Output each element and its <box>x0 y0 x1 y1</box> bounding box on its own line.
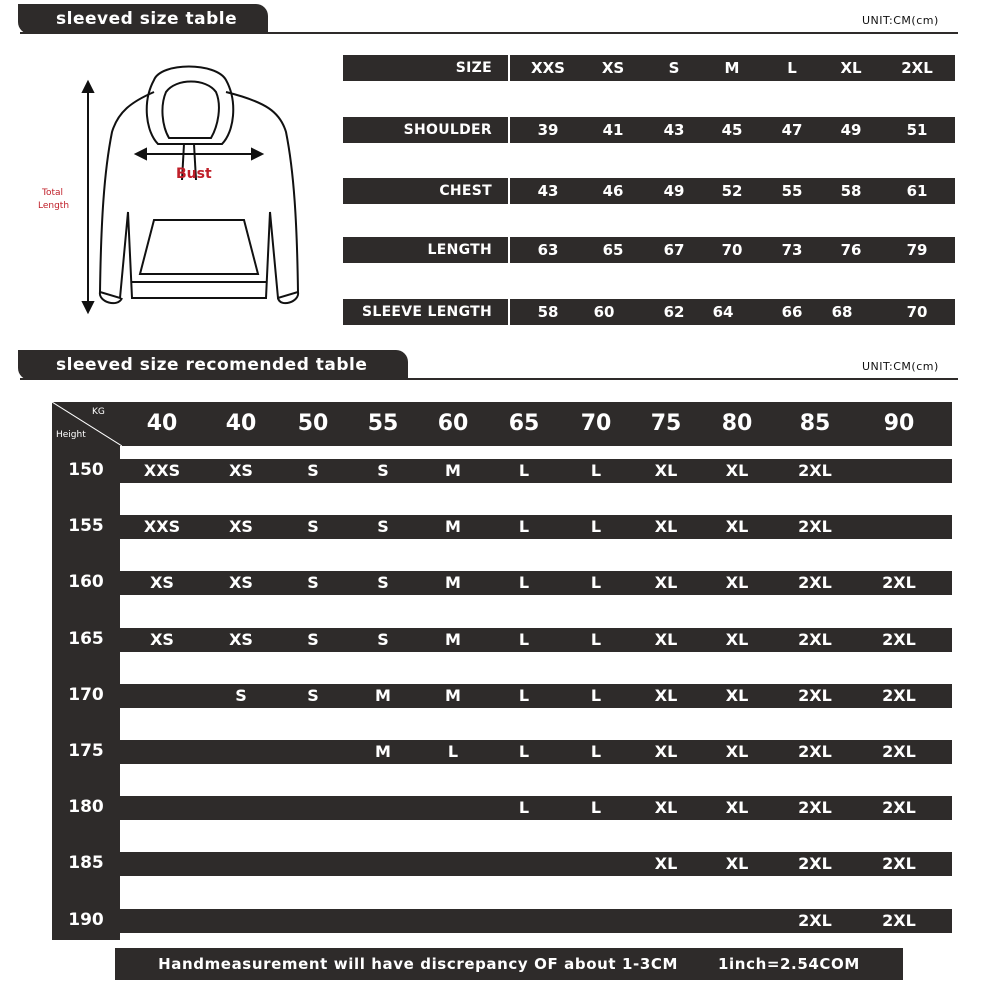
recommended-size-cell: 2XL <box>882 686 916 705</box>
hoodie-drawing <box>26 62 326 332</box>
measure-cell: 49 <box>840 121 862 139</box>
measure-cell: 65 <box>602 241 624 259</box>
recommended-size-cell: L <box>590 517 602 536</box>
measure-cell: 64 <box>712 303 734 321</box>
measure-cell: 76 <box>840 241 862 259</box>
recommended-size-cell: XL <box>654 573 678 592</box>
size-header-row <box>343 55 955 81</box>
recommended-size-cell: XL <box>725 461 749 480</box>
recommended-size-cell: M <box>445 461 461 480</box>
recommended-size-cell: 2XL <box>882 630 916 649</box>
height-label: 165 <box>68 629 104 649</box>
section-title-text: sleeved size recomended table <box>56 355 368 375</box>
recommended-size-cell: XL <box>725 630 749 649</box>
measure-cell: 70 <box>906 303 928 321</box>
size-cell: S <box>668 59 680 77</box>
recommended-size-cell: XL <box>725 742 749 761</box>
size-row-shoulder <box>343 117 955 143</box>
height-label: 150 <box>68 460 104 480</box>
measure-cell: 43 <box>663 121 685 139</box>
recommended-size-cell: M <box>445 630 461 649</box>
recommended-size-cell: L <box>590 630 602 649</box>
measure-cell: 61 <box>906 182 928 200</box>
row-label: LENGTH <box>427 242 492 258</box>
recommended-size-cell: 2XL <box>798 517 832 536</box>
height-label: 185 <box>68 853 104 873</box>
recommended-size-cell: 2XL <box>798 854 832 873</box>
recommended-size-cell: XL <box>654 854 678 873</box>
recommended-size-cell: 2XL <box>798 798 832 817</box>
recommended-size-cell: 2XL <box>798 911 832 930</box>
recommended-size-cell: 2XL <box>798 742 832 761</box>
recommended-size-cell: XS <box>229 461 253 480</box>
measure-cell: 41 <box>602 121 624 139</box>
recommended-size-cell: L <box>518 517 530 536</box>
recommended-size-cell: XL <box>654 630 678 649</box>
section-title-recommended-table <box>18 350 408 380</box>
section-title-size-table <box>18 4 268 34</box>
recommended-size-cell: M <box>375 686 391 705</box>
size-cell: 2XL <box>901 59 933 77</box>
footer-conversion-text: 1inch=2.54COM <box>718 955 860 973</box>
recommended-size-cell: XS <box>150 630 174 649</box>
measure-cell: 62 <box>663 303 685 321</box>
measure-cell: 63 <box>537 241 559 259</box>
row-label: SIZE <box>455 60 492 76</box>
length-label-1: Total <box>42 188 64 198</box>
measure-cell: 55 <box>781 182 803 200</box>
height-axis-label: Height <box>56 430 86 440</box>
recommended-size-cell: XS <box>150 573 174 592</box>
measure-cell: 46 <box>602 182 624 200</box>
measure-cell: 68 <box>831 303 853 321</box>
recommended-size-cell: M <box>375 742 391 761</box>
recommended-size-cell: L <box>590 461 602 480</box>
recommended-size-cell: S <box>377 573 389 592</box>
measure-cell: 47 <box>781 121 803 139</box>
height-label: 170 <box>68 685 104 705</box>
recommended-size-cell: XXS <box>143 517 181 536</box>
recommended-size-cell: XL <box>725 686 749 705</box>
measure-cell: 39 <box>537 121 559 139</box>
recommended-size-cell: L <box>590 686 602 705</box>
row-label: SHOULDER <box>403 122 492 138</box>
recommended-size-cell: L <box>590 798 602 817</box>
section-divider <box>20 32 958 34</box>
weight-header-cell: 40 <box>225 411 257 436</box>
footer-note <box>115 948 903 980</box>
section-divider <box>20 378 958 380</box>
recommended-size-cell: S <box>377 461 389 480</box>
recommended-size-cell: XL <box>725 798 749 817</box>
recommended-size-cell: 2XL <box>882 854 916 873</box>
height-label: 155 <box>68 516 104 536</box>
recommended-size-cell: 2XL <box>882 798 916 817</box>
recommended-size-cell: XL <box>654 517 678 536</box>
recommended-size-cell: XL <box>725 517 749 536</box>
measure-cell: 58 <box>537 303 559 321</box>
recommended-size-cell: L <box>590 742 602 761</box>
recommended-size-cell: M <box>445 573 461 592</box>
recommended-size-cell: 2XL <box>798 630 832 649</box>
recommended-size-cell: M <box>445 517 461 536</box>
height-label: 175 <box>68 741 104 761</box>
measure-cell: 43 <box>537 182 559 200</box>
weight-header-cell: 55 <box>367 411 399 436</box>
recommended-size-cell: 2XL <box>882 573 916 592</box>
measure-cell: 66 <box>781 303 803 321</box>
measure-cell: 67 <box>663 241 685 259</box>
length-label-2: Length <box>38 201 70 211</box>
height-label: 190 <box>68 910 104 930</box>
size-cell: M <box>724 59 740 77</box>
recommended-size-cell: 2XL <box>798 461 832 480</box>
recommended-size-cell: XL <box>725 573 749 592</box>
recommended-size-cell: 2XL <box>882 911 916 930</box>
measure-cell: 49 <box>663 182 685 200</box>
weight-header-cell: 75 <box>650 411 682 436</box>
recommended-size-cell: XL <box>654 798 678 817</box>
recommended-size-cell: S <box>307 630 319 649</box>
recommended-size-cell: XL <box>725 854 749 873</box>
unit-label: UNIT:CM(cm) <box>862 14 939 27</box>
recommended-size-cell: L <box>518 686 530 705</box>
weight-header-cell: 90 <box>883 411 915 436</box>
weight-header-cell: 50 <box>297 411 329 436</box>
recommended-size-cell: L <box>447 742 459 761</box>
footer-discrepancy-text: Handmeasurement will have discrepancy OF about 1-3CM <box>158 955 679 973</box>
measure-cell: 70 <box>721 241 743 259</box>
section-title-text: sleeved size table <box>56 9 238 29</box>
measure-cell: 58 <box>840 182 862 200</box>
recommended-size-cell: S <box>377 630 389 649</box>
measure-cell: 73 <box>781 241 803 259</box>
measure-cell: 79 <box>906 241 928 259</box>
recommended-size-cell: 2XL <box>798 573 832 592</box>
height-label: 180 <box>68 797 104 817</box>
bust-label: Bust <box>176 166 212 182</box>
recommended-size-cell: 2XL <box>882 742 916 761</box>
recommended-size-cell: S <box>307 517 319 536</box>
measure-cell: 52 <box>721 182 743 200</box>
recommended-size-cell: XL <box>654 742 678 761</box>
measure-cell: 60 <box>593 303 615 321</box>
weight-header-cell: 70 <box>580 411 612 436</box>
size-row-sleeve-length <box>343 299 955 325</box>
recommended-size-cell: L <box>518 461 530 480</box>
size-cell: L <box>787 59 797 77</box>
recommended-size-cell: XL <box>654 461 678 480</box>
size-cell: XXS <box>531 59 565 77</box>
recommended-size-cell: S <box>307 461 319 480</box>
weight-header-cell: 60 <box>437 411 469 436</box>
recommended-size-cell: S <box>235 686 247 705</box>
recommended-size-cell: L <box>518 573 530 592</box>
recommended-size-cell: 2XL <box>798 686 832 705</box>
recommended-size-cell: L <box>518 798 530 817</box>
size-cell: XL <box>840 59 862 77</box>
recommended-size-cell: S <box>307 573 319 592</box>
kg-axis-label: KG <box>92 407 105 417</box>
recommended-size-cell: S <box>307 686 319 705</box>
recommended-size-cell: XXS <box>143 461 181 480</box>
size-row-chest <box>343 178 955 204</box>
row-label: CHEST <box>439 183 492 199</box>
recommended-size-cell: L <box>518 742 530 761</box>
recommended-size-cell: XS <box>229 573 253 592</box>
recommended-size-cell: XS <box>229 630 253 649</box>
weight-header-cell: 85 <box>799 411 831 436</box>
size-cell: XS <box>601 59 625 77</box>
recommended-size-cell: L <box>518 630 530 649</box>
unit-label: UNIT:CM(cm) <box>862 360 939 373</box>
weight-header-cell: 80 <box>721 411 753 436</box>
measure-cell: 45 <box>721 121 743 139</box>
recommended-size-cell: L <box>590 573 602 592</box>
weight-header-cell: 40 <box>146 411 178 436</box>
size-row-length <box>343 237 955 263</box>
row-label: SLEEVE LENGTH <box>361 304 492 320</box>
recommended-size-cell: XS <box>229 517 253 536</box>
recommended-size-cell: XL <box>654 686 678 705</box>
hoodie-illustration <box>26 62 326 332</box>
recommended-size-cell: M <box>445 686 461 705</box>
weight-header-cell: 65 <box>508 411 540 436</box>
height-label: 160 <box>68 572 104 592</box>
measure-cell: 51 <box>906 121 928 139</box>
recommended-size-cell: S <box>377 517 389 536</box>
